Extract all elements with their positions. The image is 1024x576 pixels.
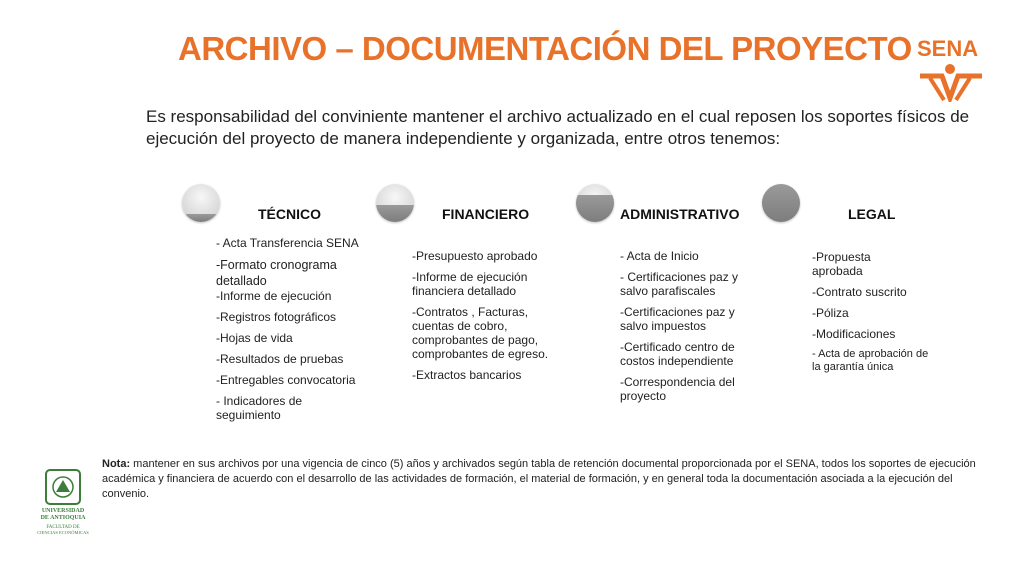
progress-circle-icon	[576, 184, 614, 222]
item-list	[216, 236, 366, 429]
list-item: -Registros fotográficos	[216, 310, 337, 324]
item-list	[620, 249, 750, 410]
list-item: - Indicadores de seguimiento	[216, 394, 303, 422]
list-item: -Contrato suscrito	[812, 285, 907, 299]
university-name-line1: UNIVERSIDAD	[41, 508, 85, 514]
sena-logo	[912, 26, 990, 102]
list-item: -Presupuesto aprobado	[412, 249, 538, 263]
list-item: -Modificaciones	[812, 327, 896, 341]
list-item: - Acta de aprobación de la garantía única	[812, 348, 929, 373]
note-body: mantener en sus archivos por una vigencia de cinco (5) años y archivados según tabla de retención documental proporcionada por el SENA, todos los soportes de ejecución académica y financiera de acuerdo con el desarrollo de las actividades de formación, el material de formación, y en general toda la documentación asociada a la ejecución del convenio.	[102, 458, 976, 500]
list-item: -Póliza	[812, 306, 849, 320]
list-item: -Certificado centro de costos independiente	[620, 340, 735, 368]
intro-text: Es responsabilidad del conviniente mantener el archivo actualizado en el cual reposen los soportes físicos de ejecución del proyecto de manera independiente y organizada, entre otros tenemos:	[146, 107, 970, 148]
column-title: LEGAL	[848, 206, 896, 222]
list-item: -Correspondencia del proyecto	[620, 375, 735, 403]
list-item: -Propuesta aprobada	[812, 250, 871, 278]
list-item: - Certificaciones paz y salvo parafiscales	[620, 270, 739, 298]
list-item: -Informe de ejecución financiera detallado	[412, 270, 528, 298]
list-item: -Informe de ejecución	[216, 289, 332, 303]
list-item: -Contratos , Facturas, cuentas de cobro, comprobantes de pago, comprobantes de egreso.	[412, 305, 549, 361]
progress-circle-icon	[182, 184, 220, 222]
column-title: ADMINISTRATIVO	[620, 206, 740, 222]
list-item: -Extractos bancarios	[412, 368, 522, 382]
item-list	[812, 250, 932, 381]
list-item: - Acta Transferencia SENA	[216, 236, 359, 250]
list-item: -Resultados de pruebas	[216, 352, 344, 366]
progress-circle-icon	[376, 184, 414, 222]
list-item: -Entregables convocatoria	[216, 373, 356, 387]
sena-logo-text: SENA	[917, 36, 979, 61]
item-list	[412, 249, 562, 389]
list-item: -Formato cronograma detallado	[216, 258, 337, 288]
faculty-line1: FACULTAD DE	[46, 525, 80, 530]
list-item: -Certificaciones paz y salvo impuestos	[620, 305, 735, 333]
column-title: TÉCNICO	[258, 206, 321, 222]
faculty-line2: CIENCIAS ECONÓMICAS	[37, 530, 89, 535]
column-title: FINANCIERO	[442, 206, 530, 222]
list-item: - Acta de Inicio	[620, 249, 699, 263]
list-item: -Hojas de vida	[216, 331, 293, 345]
note-label: Nota:	[102, 458, 131, 470]
progress-circle-icon	[762, 184, 800, 222]
university-name-line2: DE ANTIOQUIA	[40, 515, 86, 521]
note-text	[102, 457, 992, 502]
page-title: ARCHIVO – DOCUMENTACIÓN DEL PROYECTO	[178, 30, 912, 67]
university-logo	[30, 468, 96, 538]
